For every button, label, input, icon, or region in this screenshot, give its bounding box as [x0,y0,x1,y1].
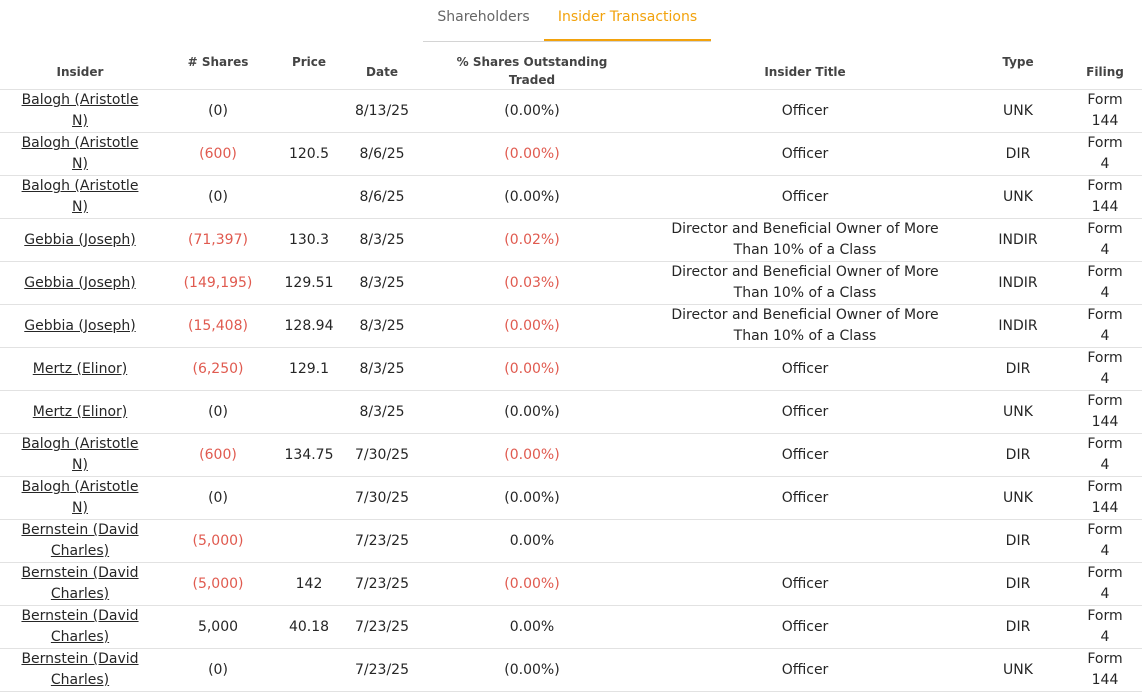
insider-cell [0,90,160,133]
price-cell [276,262,342,305]
insider-link[interactable]: Bernstein (David Charles) [21,565,139,602]
price-cell [276,176,342,219]
price-cell: 128.94 [284,317,334,334]
date-cell: 8/6/25 [359,188,405,205]
table-row[interactable] [0,348,1142,391]
type-cell [968,520,1068,563]
price-cell [276,563,342,606]
insider-title-cell: Officer [781,661,829,678]
date-cell [342,133,422,176]
insider-cell [0,176,160,219]
shares-cell [160,348,276,391]
tab-shareholders[interactable]: Shareholders [437,9,530,25]
type-cell: DIR [1005,575,1031,592]
filing-cell[interactable]: Form 144 [1087,178,1123,215]
date-cell: 8/3/25 [359,231,405,248]
table-header-row [0,47,1142,90]
pct-traded-cell [422,305,642,348]
type-cell [968,606,1068,649]
filing-cell[interactable]: Form 144 [1087,92,1123,129]
filing-cell [1068,90,1142,133]
insider-link[interactable]: Mertz (Elinor) [32,360,128,377]
insider-title-cell: Officer [781,618,829,635]
shares-cell: (5,000) [192,532,244,549]
table-row[interactable] [0,219,1142,262]
insider-link[interactable]: Bernstein (David Charles) [21,651,139,688]
price-cell: 130.3 [288,231,330,248]
price-cell [276,90,342,133]
insider-link[interactable]: Balogh (Aristotle N) [21,135,139,172]
shares-cell [160,520,276,563]
date-cell: 8/6/25 [359,145,405,162]
type-cell: UNK [1003,102,1033,119]
filing-cell[interactable]: Form 4 [1087,608,1123,645]
pct-traded-cell [422,563,642,606]
shares-cell: (0) [208,102,228,119]
price-cell [276,477,342,520]
insider-title-cell: Director and Beneficial Owner of More Than 10% of a Class [671,264,939,301]
date-cell [342,90,422,133]
insider-link[interactable]: Balogh (Aristotle N) [21,92,139,129]
type-cell [968,434,1068,477]
filing-cell[interactable]: Form 144 [1087,651,1123,688]
pct-traded-cell: (0.00%) [504,575,560,592]
insider-title-cell [642,305,968,348]
column-header-insider-title[interactable]: Insider Title [642,47,968,90]
pct-traded-cell: (0.00%) [504,102,560,119]
insider-title-cell: Officer [781,446,829,463]
pct-traded-cell: (0.00%) [504,661,560,678]
type-cell [968,176,1068,219]
date-cell: 8/3/25 [359,274,405,291]
date-cell [342,219,422,262]
date-cell [342,434,422,477]
date-cell: 8/3/25 [359,317,405,334]
column-header-pct-traded[interactable] [422,47,642,90]
shares-cell [160,133,276,176]
table-row[interactable] [0,520,1142,563]
filing-cell[interactable]: Form 4 [1087,307,1123,344]
shares-cell [160,391,276,434]
tab-insider-transactions[interactable]: Insider Transactions [544,0,711,41]
insider-title-cell: Officer [781,188,829,205]
insider-cell [0,219,160,262]
pct-traded-cell [422,348,642,391]
table-row[interactable] [0,391,1142,434]
insider-cell [0,649,160,692]
insider-title-cell: Director and Beneficial Owner of More Than 10% of a Class [671,221,939,258]
type-cell [968,563,1068,606]
shares-cell [160,649,276,692]
type-cell: INDIR [998,274,1038,291]
insider-cell [0,434,160,477]
type-cell: UNK [1003,403,1033,420]
pct-traded-cell [422,219,642,262]
filing-cell[interactable]: Form 4 [1087,436,1123,473]
shares-cell: (0) [208,188,228,205]
date-cell [342,391,422,434]
pct-traded-cell: 0.00% [509,618,555,635]
date-cell: 8/13/25 [355,102,409,119]
price-cell [276,348,342,391]
column-header-date[interactable]: Date [342,47,422,90]
insider-link[interactable]: Balogh (Aristotle N) [21,178,139,215]
shares-cell [160,219,276,262]
date-cell [342,176,422,219]
filing-cell [1068,477,1142,520]
type-cell: DIR [1005,618,1031,635]
table-row[interactable] [0,133,1142,176]
shares-cell: (5,000) [192,575,244,592]
type-cell: UNK [1003,489,1033,506]
table-row[interactable] [0,649,1142,692]
filing-cell[interactable]: Form 4 [1087,565,1123,602]
filing-cell [1068,133,1142,176]
shares-cell: (600) [199,446,237,463]
shares-cell: (15,408) [188,317,248,334]
price-cell [276,305,342,348]
shares-cell: (0) [208,661,228,678]
shares-cell [160,477,276,520]
date-cell [342,348,422,391]
pct-traded-cell: (0.03%) [504,274,560,291]
pct-traded-cell: (0.00%) [504,145,560,162]
column-header-pct-line1: % Shares Outstanding [456,55,608,69]
price-cell: 134.75 [284,446,334,463]
insider-title-cell: Officer [781,403,829,420]
pct-traded-cell: (0.00%) [504,403,560,420]
column-header-pct-line2: Traded [508,73,556,87]
shares-cell [160,434,276,477]
insider-link[interactable]: Mertz (Elinor) [32,403,128,420]
insider-title-cell [642,563,968,606]
price-cell [276,133,342,176]
pct-traded-cell [422,90,642,133]
shares-cell: (600) [199,145,237,162]
price-cell: 120.5 [288,145,330,162]
date-cell: 7/23/25 [355,532,409,549]
type-cell [968,262,1068,305]
shares-cell: 5,000 [197,618,239,635]
insider-title-cell [642,520,968,563]
type-cell [968,391,1068,434]
filing-cell [1068,262,1142,305]
filing-cell[interactable]: Form 4 [1087,522,1123,559]
insider-link[interactable]: Gebbia (Joseph) [24,274,136,291]
date-cell: 7/23/25 [355,618,409,635]
date-cell [342,649,422,692]
table-row[interactable] [0,606,1142,649]
table-row[interactable] [0,90,1142,133]
date-cell [342,606,422,649]
filing-cell [1068,391,1142,434]
insider-title-cell [642,348,968,391]
insider-title-cell: Officer [781,489,829,506]
filing-cell [1068,649,1142,692]
price-cell [276,391,342,434]
insider-title-cell [642,90,968,133]
insider-link[interactable]: Bernstein (David Charles) [21,522,139,559]
insider-cell [0,520,160,563]
pct-traded-cell: (0.00%) [504,446,560,463]
insider-link[interactable]: Balogh (Aristotle N) [21,479,139,516]
filing-cell[interactable]: Form 4 [1087,350,1123,387]
shares-cell: (0) [208,489,228,506]
insider-link[interactable]: Gebbia (Joseph) [24,317,136,334]
type-cell [968,348,1068,391]
insider-title-cell [642,391,968,434]
insider-title-cell: Officer [781,102,829,119]
type-cell [968,305,1068,348]
pct-traded-cell [422,606,642,649]
insider-cell [0,563,160,606]
table-row[interactable] [0,305,1142,348]
shares-cell: (149,195) [183,274,253,291]
insider-cell [0,348,160,391]
column-header-type[interactable]: Type [968,47,1068,90]
type-cell: DIR [1005,145,1031,162]
filing-cell [1068,176,1142,219]
filing-cell [1068,219,1142,262]
type-cell [968,649,1068,692]
filing-cell [1068,520,1142,563]
shares-cell [160,305,276,348]
insider-title-cell [642,219,968,262]
shares-cell [160,606,276,649]
filing-cell [1068,606,1142,649]
filing-cell[interactable]: Form 4 [1087,221,1123,258]
table-row[interactable] [0,477,1142,520]
insider-cell [0,477,160,520]
insider-title-cell [642,133,968,176]
price-cell [276,219,342,262]
insider-cell [0,133,160,176]
price-cell [276,649,342,692]
type-cell: UNK [1003,188,1033,205]
date-cell [342,520,422,563]
date-cell: 8/3/25 [359,403,405,420]
pct-traded-cell: (0.00%) [504,489,560,506]
insider-link[interactable]: Balogh (Aristotle N) [21,436,139,473]
pct-traded-cell [422,176,642,219]
filing-cell[interactable]: Form 144 [1087,393,1123,430]
shares-cell: (6,250) [192,360,244,377]
filing-cell [1068,305,1142,348]
pct-traded-cell: 0.00% [509,532,555,549]
pct-traded-cell [422,262,642,305]
filing-cell [1068,348,1142,391]
column-header-price[interactable]: Price [276,47,342,90]
price-cell: 129.51 [284,274,334,291]
shares-cell [160,90,276,133]
shares-cell [160,563,276,606]
type-cell: UNK [1003,661,1033,678]
date-cell: 7/30/25 [355,489,409,506]
price-cell [276,434,342,477]
type-cell [968,90,1068,133]
insider-cell [0,305,160,348]
type-cell: DIR [1005,532,1031,549]
date-cell [342,262,422,305]
table-row[interactable] [0,176,1142,219]
pct-traded-cell: (0.00%) [504,188,560,205]
filing-cell[interactable]: Form 144 [1087,479,1123,516]
date-cell: 7/23/25 [355,575,409,592]
type-cell [968,133,1068,176]
insider-title-cell [642,176,968,219]
filing-cell[interactable]: Form 4 [1087,264,1123,301]
insider-title-cell: Officer [781,360,829,377]
price-cell: 40.18 [288,618,330,635]
insider-title-cell: Officer [781,145,829,162]
shares-cell: (0) [208,403,228,420]
pct-traded-cell [422,391,642,434]
pct-traded-cell [422,649,642,692]
pct-traded-cell: (0.00%) [504,360,560,377]
insider-title-cell: Officer [781,575,829,592]
date-cell: 7/23/25 [355,661,409,678]
insider-transactions-table [0,47,1142,692]
column-header-shares[interactable]: # Shares [160,47,276,90]
insider-cell [0,391,160,434]
column-header-filing[interactable]: Filing [1068,47,1142,90]
type-cell [968,219,1068,262]
type-cell: DIR [1005,446,1031,463]
table-row[interactable] [0,563,1142,606]
shares-cell [160,262,276,305]
insider-link[interactable]: Gebbia (Joseph) [24,231,136,248]
date-cell: 8/3/25 [359,360,405,377]
price-cell: 129.1 [288,360,330,377]
insider-cell [0,606,160,649]
price-cell [276,606,342,649]
insider-title-cell [642,606,968,649]
pct-traded-cell [422,520,642,563]
table-row[interactable] [0,434,1142,477]
insider-title-cell [642,434,968,477]
insider-link[interactable]: Bernstein (David Charles) [21,608,139,645]
type-cell: INDIR [998,317,1038,334]
pct-traded-cell [422,434,642,477]
insider-title-cell: Director and Beneficial Owner of More Than 10% of a Class [671,307,939,344]
shares-cell [160,176,276,219]
filing-cell [1068,563,1142,606]
pct-traded-cell [422,133,642,176]
pct-traded-cell: (0.02%) [504,231,560,248]
insider-title-cell [642,649,968,692]
type-cell [968,477,1068,520]
tab-bar [423,0,711,42]
insider-cell [0,262,160,305]
insider-title-cell [642,262,968,305]
date-cell [342,477,422,520]
date-cell: 7/30/25 [355,446,409,463]
price-cell: 142 [295,575,323,592]
date-cell [342,563,422,606]
pct-traded-cell [422,477,642,520]
pct-traded-cell: (0.00%) [504,317,560,334]
table-row[interactable] [0,262,1142,305]
shares-cell: (71,397) [188,231,248,248]
insider-title-cell [642,477,968,520]
type-cell: DIR [1005,360,1031,377]
filing-cell[interactable]: Form 4 [1087,135,1123,172]
price-cell [276,520,342,563]
filing-cell [1068,434,1142,477]
type-cell: INDIR [998,231,1038,248]
date-cell [342,305,422,348]
column-header-insider[interactable]: Insider [0,47,160,90]
